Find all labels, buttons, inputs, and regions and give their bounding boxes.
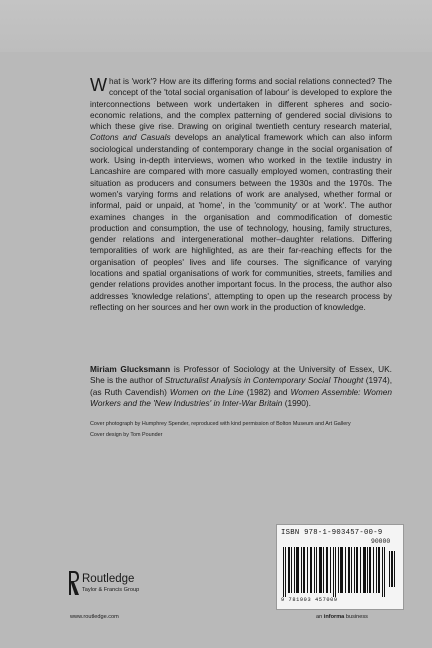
barcode-icon — [283, 547, 397, 597]
design-credit: Cover design by Tom Pounder — [90, 432, 163, 439]
publisher-group: Taylor & Francis Group — [82, 587, 140, 593]
bio-text-2: (1974), (as Ruth Cavendish) — [90, 375, 393, 397]
drop-cap: W — [90, 75, 107, 95]
informa-note — [316, 614, 368, 620]
informa-suffix: business — [344, 614, 368, 620]
author-name: Miriam Glucksmann — [90, 364, 171, 374]
cover-credits — [90, 421, 390, 444]
blurb-part-2: develops an analytical framework which can also inform sociological understanding of contemporary change in the social organisation of work. Using in-depth interviews, women who worked in the textile industry in Lancashire are compared with more casually employed women, contrasting their situation as producers and consumers between the 1930s and the 1970s. The women's varying forms and relations of work are analysed, whether formal or informal, paid or unpaid, at 'home', in the 'community' or at 'work'. The author examines changes in the organisation and commodification of domestic production and consumption, the use of technology, housing, family structures, gender relations and intergenerational mother–daughter relations. Differing temporalities of work are highlighted, as are their far-reaching effects for the organisation of peoples' lives and life courses. The significance of varying locations and spatial organisations of work for communities, streets, families and gender relations provides another important focus. In the process, the author also addresses 'knowledge relations', attempting to open up the research process by reflecting on her sources and her own work in the production of knowledge. — [90, 132, 392, 312]
routledge-r-icon — [68, 571, 80, 595]
blurb-book-title: Cottons and Casuals — [90, 132, 171, 143]
bio-text-1: is Professor of Sociology at the University of Essex, UK. She is the author of — [90, 364, 392, 386]
bio-book-2: Women on the Line — [169, 386, 244, 397]
ean-digits: 9 781903 457009 — [281, 597, 338, 603]
barcode-panel — [276, 524, 404, 610]
isbn-text: ISBN 978-1-903457-00-9 — [281, 529, 383, 537]
publisher-logo[interactable] — [68, 571, 188, 601]
informa-brand: informa — [323, 614, 345, 620]
photo-credit: Cover photograph by Humphrey Spender, reproduced with kind permission of Bolton Museum and Art Gallery — [90, 421, 351, 427]
blurb-text — [90, 76, 392, 313]
website-link[interactable]: www.routledge.com — [70, 614, 119, 620]
bio-text-4: (1990). — [282, 397, 311, 408]
blurb-part-1: hat is 'work'? How are its differing forms and social relations connected? The concept of the 'total social organisation of labour' is developed to explore the interconnections between work undertaken in different spheres and socio-economic relations, and the complex patterning of gendered social divisions to which these give rise. Drawing on original twentieth century research material, — [90, 76, 392, 132]
publisher-name: Routledge — [82, 573, 135, 585]
bio-book-3: Women Assemble: Women Workers and the 'New Industries' in Inter-War Britain — [90, 386, 393, 408]
author-bio — [90, 364, 392, 409]
bio-book-1: Structuralist Analysis in Contemporary Social Thought — [164, 375, 364, 386]
top-band — [0, 0, 432, 52]
informa-prefix: an — [316, 614, 324, 620]
price-code: 90000 — [371, 538, 391, 545]
bio-text-3: (1982) and — [243, 386, 291, 397]
